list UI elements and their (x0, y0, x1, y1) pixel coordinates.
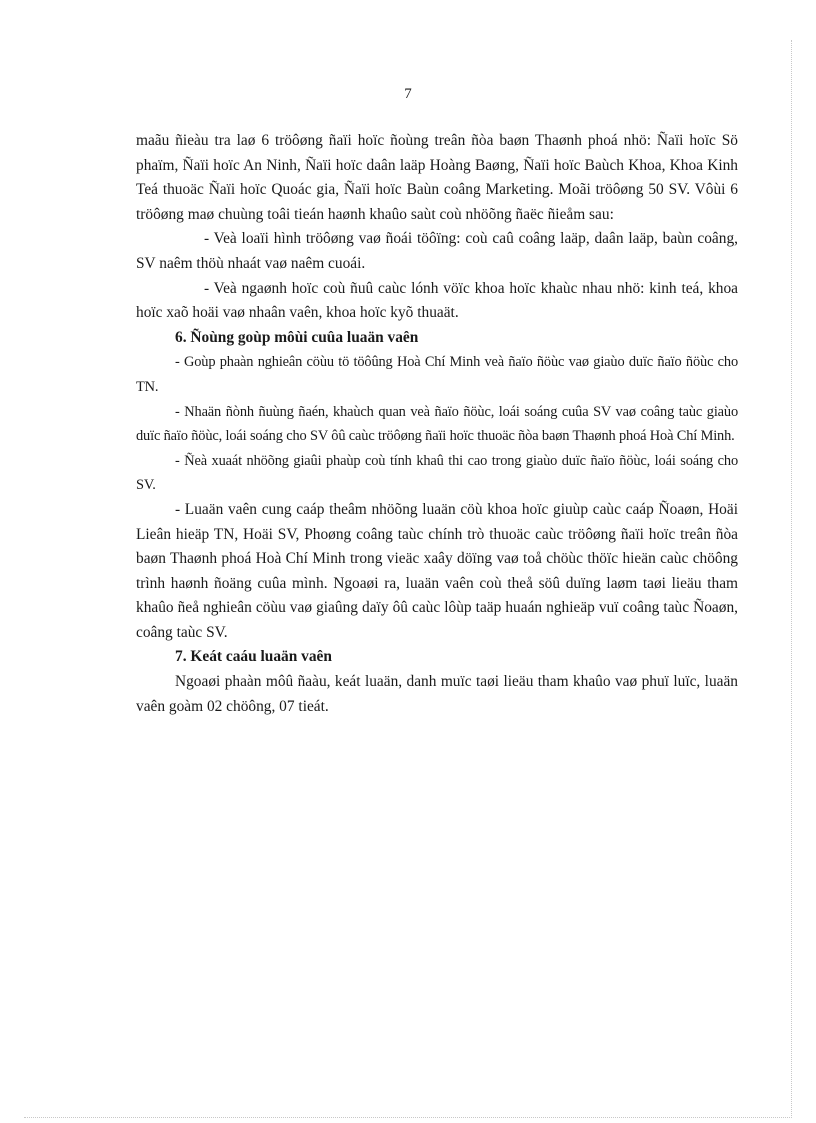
section-heading-contributions: 6. Ñoùng goùp môùi cuûa luaän vaên (175, 328, 419, 346)
paragraph-contribution-arguments: - Luaän vaên cung caáp theâm nhöõng luaän cöù khoa hoïc giuùp caùc caáp Ñoaøn, Hoäi Lieân hieäp TN, Hoäi SV, Phoøng coâng taùc chính trò thuoäc caùc tröôøng ñaïi hoïc treân ñòa baøn Thaønh phoá Hoà Chí Minh trong vieäc xaây döïng vaø toå chöùc thöïc hieän caùc chöông trình haønh ñoäng cuûa mình. Ngoaøi ra, luaän vaên coù theå söû duïng laøm taøi lieäu tham khaûo ñeå nghieân cöùu vaø giaûng daïy ôû caùc lôùp taäp huaán nghieäp vuï coâng taùc Ñoaøn, coâng taùc SV. (136, 500, 738, 641)
page-border-right (791, 40, 792, 1118)
paragraph-contribution-assessment: - Nhaän ñònh ñuùng ñaén, khaùch quan veà ñaïo ñöùc, loái soáng cuûa SV vaø coâng taùc giaùo duïc ñaïo ñöùc, loái soáng cho SV ôû caùc tröôøng ñaïi hoïc thuoäc ñòa baøn Thaønh phoá Hoà Chí Minh. (136, 403, 738, 445)
page-number: 7 (404, 86, 412, 102)
page-body (136, 129, 738, 719)
paragraph-thesis-structure: Ngoaøi phaàn môû ñaàu, keát luaän, danh muïc taøi lieäu tham khaûo vaø phuï luïc, luaän vaên goàm 02 chöông, 07 tieát. (136, 673, 738, 715)
paragraph-field-of-study: - Veà ngaønh hoïc coù ñuû caùc lónh vöïc khoa hoïc khaùc nhau nhö: kinh teá, khoa hoïc xaõ hoäi vaø nhaân vaên, khoa hoïc kyõ thuaät. (136, 279, 738, 322)
section-heading-structure: 7. Keát caáu luaän vaên (175, 648, 332, 666)
paragraph-school-type: - Veà loaïi hình tröôøng vaø ñoái töôïng: coù caû coâng laäp, daân laäp, baùn coâng, SV naêm thöù nhaát vaø naêm cuoái. (136, 230, 738, 272)
page-border-bottom (24, 1117, 792, 1118)
paragraph-contribution-research: - Goùp phaàn nghieân cöùu tö töôûng Hoà Chí Minh veà ñaïo ñöùc vaø giaùo duïc ñaïo ñöùc cho TN. (136, 354, 738, 395)
paragraph-contribution-solutions: - Ñeà xuaát nhöõng giaûi phaùp coù tính khaû thi cao trong giaùo duïc ñaïo ñöùc, loái soáng cho SV. (136, 452, 738, 494)
paragraph-sample-description: maãu ñieàu tra laø 6 tröôøng ñaïi hoïc ñoùng treân ñòa baøn Thaønh phoá nhö: Ñaïi hoïc Sö phaïm, Ñaïi hoïc An Ninh, Ñaïi hoïc daân laäp Hoàng Baøng, Ñaïi hoïc Baùch Khoa, Khoa Kinh Teá thuoäc Ñaïi hoïc Quoác gia, Ñaïi hoïc Baùn coâng Marketing. Moãi tröôøng 50 SV. Vôùi 6 tröôøng maø chuùng toâi tieán haønh khaûo saùt coù nhöõng ñaëc ñieåm sau: (136, 132, 738, 223)
